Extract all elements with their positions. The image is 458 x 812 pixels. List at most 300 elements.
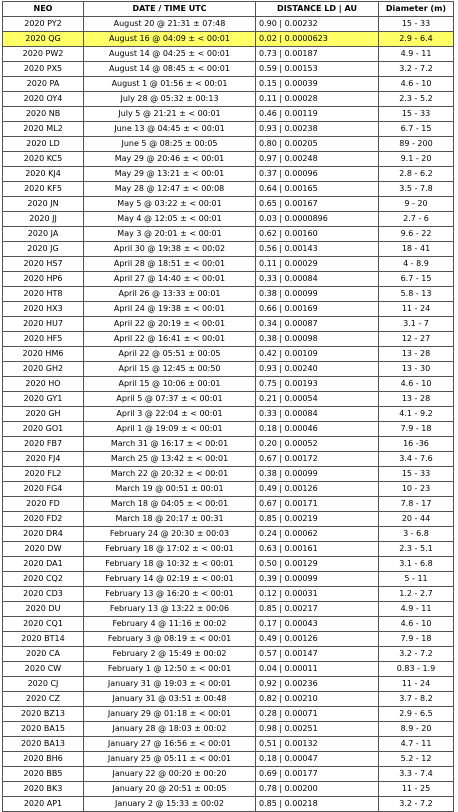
distance-au: 0.00147 xyxy=(284,649,318,658)
table-row xyxy=(3,152,454,167)
distance-ld: 0.33 xyxy=(259,274,277,283)
date-time-cell: June 5 @ 08:25 ± 00:05 xyxy=(84,137,256,152)
neo-name-cell: 2020 HO xyxy=(3,377,84,392)
date-time-cell: January 31 @ 19:03 ± < 00:01 xyxy=(84,677,256,692)
distance-au: 0.00029 xyxy=(284,259,318,268)
distance-ld: 0.02 xyxy=(259,34,277,43)
diameter-cell: 15 - 33 xyxy=(379,107,454,122)
distance-ld: 0.64 xyxy=(259,184,277,193)
distance-ld: 0.20 xyxy=(259,439,277,448)
distance-cell xyxy=(256,167,379,182)
table-row xyxy=(3,617,454,632)
date-time-cell: March 18 @ 20:17 ± 00:31 xyxy=(84,512,256,527)
distance-au: 0.00031 xyxy=(284,589,318,598)
neo-name-cell: 2020 BH6 xyxy=(3,752,84,767)
neo-name-cell: 2020 KC5 xyxy=(3,152,84,167)
distance-separator: | xyxy=(276,124,285,133)
distance-au: 0.00071 xyxy=(284,709,318,718)
distance-cell xyxy=(256,242,379,257)
distance-cell xyxy=(256,197,379,212)
distance-cell xyxy=(256,122,379,137)
distance-cell xyxy=(256,557,379,572)
table-row xyxy=(3,377,454,392)
date-time-cell: April 24 @ 19:38 ± < 00:01 xyxy=(84,302,256,317)
diameter-cell: 13 - 28 xyxy=(379,392,454,407)
diameter-cell: 13 - 28 xyxy=(379,347,454,362)
neo-name-cell: 2020 FD xyxy=(3,497,84,512)
table-row xyxy=(3,602,454,617)
table-row xyxy=(3,437,454,452)
distance-ld: 0.04 xyxy=(259,664,277,673)
table-row xyxy=(3,392,454,407)
table-row xyxy=(3,722,454,737)
table-row xyxy=(3,452,454,467)
date-time-cell: April 15 @ 10:06 ± 00:01 xyxy=(84,377,256,392)
distance-au: 0.00011 xyxy=(284,664,318,673)
distance-cell xyxy=(256,47,379,62)
distance-ld: 0.46 xyxy=(259,109,277,118)
distance-separator: | xyxy=(276,79,285,88)
neo-name-cell: 2020 DU xyxy=(3,602,84,617)
distance-au: 0.0000623 xyxy=(284,34,328,43)
date-time-cell: January 27 @ 16:56 ± < 00:01 xyxy=(84,737,256,752)
distance-ld: 0.34 xyxy=(259,319,277,328)
distance-cell xyxy=(256,332,379,347)
distance-au: 0.00177 xyxy=(284,769,318,778)
distance-au: 0.00047 xyxy=(284,754,318,763)
distance-separator: | xyxy=(276,769,285,778)
distance-ld: 0.56 xyxy=(259,244,277,253)
distance-separator: | xyxy=(276,349,285,358)
neo-name-cell: 2020 BA13 xyxy=(3,737,84,752)
diameter-cell: 3.1 - 6.8 xyxy=(379,557,454,572)
neo-close-approach-table xyxy=(2,1,454,812)
table-row xyxy=(3,422,454,437)
distance-ld: 0.66 xyxy=(259,304,277,313)
distance-cell xyxy=(256,662,379,677)
diameter-cell: 4.9 - 11 xyxy=(379,602,454,617)
date-time-cell: April 30 @ 19:38 ± < 00:02 xyxy=(84,242,256,257)
distance-separator: | xyxy=(276,754,285,763)
diameter-cell: 3.2 - 7.2 xyxy=(379,62,454,77)
table-row xyxy=(3,92,454,107)
distance-cell xyxy=(256,212,379,227)
neo-name-cell: 2020 PW2 xyxy=(3,47,84,62)
distance-separator: | xyxy=(276,244,285,253)
header-neo: NEO xyxy=(3,2,84,17)
distance-ld: 0.51 xyxy=(259,739,277,748)
distance-ld: 0.92 xyxy=(259,679,277,688)
distance-cell xyxy=(256,692,379,707)
table-row xyxy=(3,302,454,317)
distance-separator: | xyxy=(276,484,285,493)
distance-separator: | xyxy=(276,529,285,538)
distance-ld: 0.15 xyxy=(259,79,277,88)
table-row xyxy=(3,17,454,32)
distance-separator: | xyxy=(276,49,285,58)
diameter-cell: 4.9 - 11 xyxy=(379,47,454,62)
diameter-cell: 89 - 200 xyxy=(379,137,454,152)
table-row xyxy=(3,482,454,497)
distance-ld: 0.80 xyxy=(259,139,277,148)
distance-separator: | xyxy=(276,169,285,178)
distance-separator: | xyxy=(276,634,285,643)
date-time-cell: August 14 @ 04:25 ± < 00:01 xyxy=(84,47,256,62)
distance-au: 0.00099 xyxy=(284,289,318,298)
diameter-cell: 3.5 - 7.8 xyxy=(379,182,454,197)
neo-name-cell: 2020 BZ13 xyxy=(3,707,84,722)
distance-au: 0.00054 xyxy=(284,394,318,403)
date-time-cell: January 31 @ 03:51 ± 00:48 xyxy=(84,692,256,707)
neo-name-cell: 2020 OY4 xyxy=(3,92,84,107)
neo-name-cell: 2020 FB7 xyxy=(3,437,84,452)
date-time-cell: April 15 @ 12:45 ± 00:50 xyxy=(84,362,256,377)
diameter-cell: 11 - 25 xyxy=(379,782,454,797)
distance-separator: | xyxy=(276,364,285,373)
distance-au: 0.00126 xyxy=(284,484,318,493)
table-row xyxy=(3,362,454,377)
diameter-cell: 18 - 41 xyxy=(379,242,454,257)
distance-au: 0.00169 xyxy=(284,304,318,313)
distance-ld: 0.18 xyxy=(259,754,277,763)
distance-au: 0.00052 xyxy=(284,439,318,448)
distance-separator: | xyxy=(276,649,285,658)
neo-name-cell: 2020 FJ4 xyxy=(3,452,84,467)
distance-cell xyxy=(256,92,379,107)
date-time-cell: February 4 @ 11:16 ± 00:02 xyxy=(84,617,256,632)
distance-au: 0.00236 xyxy=(284,679,318,688)
header-date-time: DATE / TIME UTC xyxy=(84,2,256,17)
date-time-cell: March 31 @ 16:17 ± < 00:01 xyxy=(84,437,256,452)
date-time-cell: January 29 @ 01:18 ± < 00:01 xyxy=(84,707,256,722)
distance-au: 0.00109 xyxy=(284,349,318,358)
table-row xyxy=(3,347,454,362)
date-time-cell: February 1 @ 12:50 ± < 00:01 xyxy=(84,662,256,677)
table-row xyxy=(3,572,454,587)
diameter-cell: 9 - 20 xyxy=(379,197,454,212)
distance-ld: 0.90 xyxy=(259,19,277,28)
distance-ld: 0.67 xyxy=(259,499,277,508)
distance-ld: 0.82 xyxy=(259,694,277,703)
distance-separator: | xyxy=(276,544,285,553)
date-time-cell: April 1 @ 19:09 ± < 00:01 xyxy=(84,422,256,437)
distance-cell xyxy=(256,707,379,722)
date-time-cell: February 3 @ 08:19 ± < 00:01 xyxy=(84,632,256,647)
distance-ld: 0.85 xyxy=(259,514,277,523)
distance-cell xyxy=(256,272,379,287)
date-time-cell: April 3 @ 22:04 ± < 00:01 xyxy=(84,407,256,422)
distance-separator: | xyxy=(276,379,285,388)
diameter-cell: 5 - 11 xyxy=(379,572,454,587)
distance-ld: 0.49 xyxy=(259,634,277,643)
neo-name-cell: 2020 GH xyxy=(3,407,84,422)
neo-name-cell: 2020 PY2 xyxy=(3,17,84,32)
distance-au: 0.00062 xyxy=(284,529,318,538)
distance-separator: | xyxy=(276,469,285,478)
distance-au: 0.00143 xyxy=(284,244,318,253)
distance-separator: | xyxy=(276,34,285,43)
date-time-cell: May 5 @ 03:22 ± < 00:01 xyxy=(84,197,256,212)
distance-au: 0.00218 xyxy=(284,799,318,808)
distance-au: 0.00251 xyxy=(284,724,318,733)
distance-cell xyxy=(256,422,379,437)
table-row xyxy=(3,527,454,542)
distance-au: 0.00087 xyxy=(284,319,318,328)
date-time-cell: January 20 @ 20:51 ± 00:05 xyxy=(84,782,256,797)
distance-cell xyxy=(256,347,379,362)
distance-cell xyxy=(256,737,379,752)
distance-separator: | xyxy=(276,319,285,328)
table-row xyxy=(3,662,454,677)
distance-ld: 0.38 xyxy=(259,289,277,298)
distance-separator: | xyxy=(276,154,285,163)
distance-au: 0.00046 xyxy=(284,424,318,433)
table-row xyxy=(3,332,454,347)
distance-ld: 0.18 xyxy=(259,424,277,433)
table-row xyxy=(3,227,454,242)
diameter-cell: 2.3 - 5.2 xyxy=(379,92,454,107)
distance-separator: | xyxy=(276,274,285,283)
header-diameter: Diameter (m) xyxy=(379,2,454,17)
neo-name-cell: 2020 BB5 xyxy=(3,767,84,782)
neo-name-cell: 2020 JA xyxy=(3,227,84,242)
distance-ld: 0.21 xyxy=(259,394,277,403)
date-time-cell: February 24 @ 20:30 ± 00:03 xyxy=(84,527,256,542)
neo-name-cell: 2020 GO1 xyxy=(3,422,84,437)
neo-name-cell: 2020 JG xyxy=(3,242,84,257)
table-row-highlighted xyxy=(3,32,454,47)
distance-separator: | xyxy=(276,334,285,343)
distance-cell xyxy=(256,482,379,497)
date-time-cell: March 19 @ 00:51 ± 00:01 xyxy=(84,482,256,497)
table-row xyxy=(3,317,454,332)
diameter-cell: 3.2 - 7.2 xyxy=(379,797,454,812)
diameter-cell: 16 -36 xyxy=(379,437,454,452)
neo-name-cell: 2020 DR4 xyxy=(3,527,84,542)
diameter-cell: 9.1 - 20 xyxy=(379,152,454,167)
date-time-cell: April 22 @ 20:19 ± < 00:01 xyxy=(84,317,256,332)
neo-name-cell: 2020 JJ xyxy=(3,212,84,227)
table-row xyxy=(3,47,454,62)
distance-cell xyxy=(256,647,379,662)
distance-au: 0.00165 xyxy=(284,184,318,193)
distance-cell xyxy=(256,587,379,602)
date-time-cell: July 28 @ 05:32 ± 00:13 xyxy=(84,92,256,107)
distance-separator: | xyxy=(276,664,285,673)
distance-au: 0.00043 xyxy=(284,619,318,628)
diameter-cell: 1.2 - 2.7 xyxy=(379,587,454,602)
neo-name-cell: 2020 HT8 xyxy=(3,287,84,302)
distance-cell xyxy=(256,392,379,407)
table-row xyxy=(3,137,454,152)
distance-au: 0.00129 xyxy=(284,559,318,568)
diameter-cell: 7.8 - 17 xyxy=(379,497,454,512)
distance-cell xyxy=(256,137,379,152)
neo-name-cell: 2020 CA xyxy=(3,647,84,662)
neo-name-cell: 2020 PX5 xyxy=(3,62,84,77)
diameter-cell: 6.7 - 15 xyxy=(379,122,454,137)
date-time-cell: August 16 @ 04:09 ± < 00:01 xyxy=(84,32,256,47)
diameter-cell: 7.9 - 18 xyxy=(379,632,454,647)
distance-cell xyxy=(256,497,379,512)
distance-au: 0.00217 xyxy=(284,604,318,613)
distance-ld: 0.93 xyxy=(259,364,277,373)
distance-au: 0.00160 xyxy=(284,229,318,238)
diameter-cell: 3.3 - 7.4 xyxy=(379,767,454,782)
distance-separator: | xyxy=(276,109,285,118)
diameter-cell: 12 - 27 xyxy=(379,332,454,347)
diameter-cell: 2.9 - 6.4 xyxy=(379,32,454,47)
distance-cell xyxy=(256,602,379,617)
distance-cell xyxy=(256,767,379,782)
distance-ld: 0.62 xyxy=(259,229,277,238)
diameter-cell: 3.7 - 8.2 xyxy=(379,692,454,707)
neo-name-cell: 2020 CQ2 xyxy=(3,572,84,587)
neo-name-cell: 2020 LD xyxy=(3,137,84,152)
distance-separator: | xyxy=(276,409,285,418)
diameter-cell: 15 - 33 xyxy=(379,17,454,32)
table-row xyxy=(3,512,454,527)
table-row xyxy=(3,542,454,557)
diameter-cell: 2.8 - 6.2 xyxy=(379,167,454,182)
distance-separator: | xyxy=(276,64,285,73)
distance-ld: 0.73 xyxy=(259,49,277,58)
table-row xyxy=(3,647,454,662)
distance-au: 0.00096 xyxy=(284,169,318,178)
distance-separator: | xyxy=(276,739,285,748)
distance-separator: | xyxy=(276,724,285,733)
distance-separator: | xyxy=(276,604,285,613)
neo-name-cell: 2020 PA xyxy=(3,77,84,92)
distance-cell xyxy=(256,722,379,737)
diameter-cell: 3.1 - 7 xyxy=(379,317,454,332)
table-row xyxy=(3,62,454,77)
distance-separator: | xyxy=(276,19,285,28)
distance-separator: | xyxy=(276,694,285,703)
distance-separator: | xyxy=(276,574,285,583)
diameter-cell: 4.6 - 10 xyxy=(379,617,454,632)
distance-separator: | xyxy=(276,709,285,718)
date-time-cell: February 2 @ 15:49 ± 00:02 xyxy=(84,647,256,662)
distance-ld: 0.69 xyxy=(259,769,277,778)
diameter-cell: 13 - 30 xyxy=(379,362,454,377)
distance-ld: 0.33 xyxy=(259,409,277,418)
date-time-cell: May 29 @ 20:46 ± < 00:01 xyxy=(84,152,256,167)
table-row xyxy=(3,197,454,212)
header-distance: DISTANCE LD | AU xyxy=(256,2,379,17)
neo-name-cell: 2020 FD2 xyxy=(3,512,84,527)
date-time-cell: April 28 @ 18:51 ± < 00:01 xyxy=(84,257,256,272)
distance-cell xyxy=(256,437,379,452)
distance-cell xyxy=(256,797,379,812)
table-row xyxy=(3,107,454,122)
neo-name-cell: 2020 CJ xyxy=(3,677,84,692)
distance-au: 0.00193 xyxy=(284,379,318,388)
distance-ld: 0.98 xyxy=(259,724,277,733)
distance-cell xyxy=(256,152,379,167)
distance-ld: 0.78 xyxy=(259,784,277,793)
date-time-cell: February 14 @ 02:19 ± < 00:01 xyxy=(84,572,256,587)
neo-name-cell: 2020 ML2 xyxy=(3,122,84,137)
diameter-cell: 4 - 8.9 xyxy=(379,257,454,272)
distance-cell xyxy=(256,77,379,92)
distance-ld: 0.28 xyxy=(259,709,277,718)
diameter-cell: 3 - 6.8 xyxy=(379,527,454,542)
distance-au: 0.00205 xyxy=(284,139,318,148)
table-row xyxy=(3,752,454,767)
distance-au: 0.00219 xyxy=(284,514,318,523)
distance-cell xyxy=(256,512,379,527)
distance-separator: | xyxy=(276,784,285,793)
distance-separator: | xyxy=(276,589,285,598)
table-row xyxy=(3,557,454,572)
date-time-cell: February 18 @ 10:32 ± < 00:01 xyxy=(84,557,256,572)
neo-name-cell: 2020 GY1 xyxy=(3,392,84,407)
distance-cell xyxy=(256,527,379,542)
diameter-cell: 3.4 - 7.6 xyxy=(379,452,454,467)
diameter-cell: 0.83 - 1.9 xyxy=(379,662,454,677)
distance-au: 0.00028 xyxy=(284,94,318,103)
table-row xyxy=(3,287,454,302)
table-row xyxy=(3,242,454,257)
neo-name-cell: 2020 CZ xyxy=(3,692,84,707)
date-time-cell: January 2 @ 15:33 ± 00:02 xyxy=(84,797,256,812)
distance-separator: | xyxy=(276,499,285,508)
table-row xyxy=(3,737,454,752)
diameter-cell: 15 - 33 xyxy=(379,467,454,482)
neo-name-cell: 2020 FG4 xyxy=(3,482,84,497)
table-row xyxy=(3,77,454,92)
table-row xyxy=(3,497,454,512)
date-time-cell: February 18 @ 17:02 ± < 00:01 xyxy=(84,542,256,557)
distance-au: 0.00200 xyxy=(284,784,318,793)
date-time-cell: April 27 @ 14:40 ± < 00:01 xyxy=(84,272,256,287)
table-row xyxy=(3,767,454,782)
date-time-cell: March 22 @ 20:32 ± < 00:01 xyxy=(84,467,256,482)
neo-name-cell: 2020 CQ1 xyxy=(3,617,84,632)
table-row xyxy=(3,707,454,722)
distance-separator: | xyxy=(276,259,285,268)
distance-ld: 0.57 xyxy=(259,649,277,658)
diameter-cell: 3.2 - 7.2 xyxy=(379,647,454,662)
diameter-cell: 10 - 23 xyxy=(379,482,454,497)
distance-ld: 0.12 xyxy=(259,589,277,598)
distance-cell xyxy=(256,782,379,797)
distance-au: 0.00167 xyxy=(284,199,318,208)
distance-ld: 0.38 xyxy=(259,469,277,478)
neo-name-cell: 2020 DW xyxy=(3,542,84,557)
distance-ld: 0.67 xyxy=(259,454,277,463)
distance-au: 0.00119 xyxy=(284,109,318,118)
distance-separator: | xyxy=(276,199,285,208)
distance-au: 0.00039 xyxy=(284,79,318,88)
diameter-cell: 6.7 - 15 xyxy=(379,272,454,287)
distance-ld: 0.17 xyxy=(259,619,277,628)
neo-name-cell: 2020 HF5 xyxy=(3,332,84,347)
neo-name-cell: 2020 BA15 xyxy=(3,722,84,737)
distance-separator: | xyxy=(276,799,285,808)
distance-ld: 0.97 xyxy=(259,154,277,163)
date-time-cell: April 5 @ 07:37 ± < 00:01 xyxy=(84,392,256,407)
distance-cell xyxy=(256,377,379,392)
date-time-cell: May 29 @ 13:21 ± < 00:01 xyxy=(84,167,256,182)
distance-cell xyxy=(256,452,379,467)
date-time-cell: June 13 @ 04:45 ± < 00:01 xyxy=(84,122,256,137)
distance-cell xyxy=(256,317,379,332)
table-row xyxy=(3,692,454,707)
distance-cell xyxy=(256,617,379,632)
table-row xyxy=(3,467,454,482)
